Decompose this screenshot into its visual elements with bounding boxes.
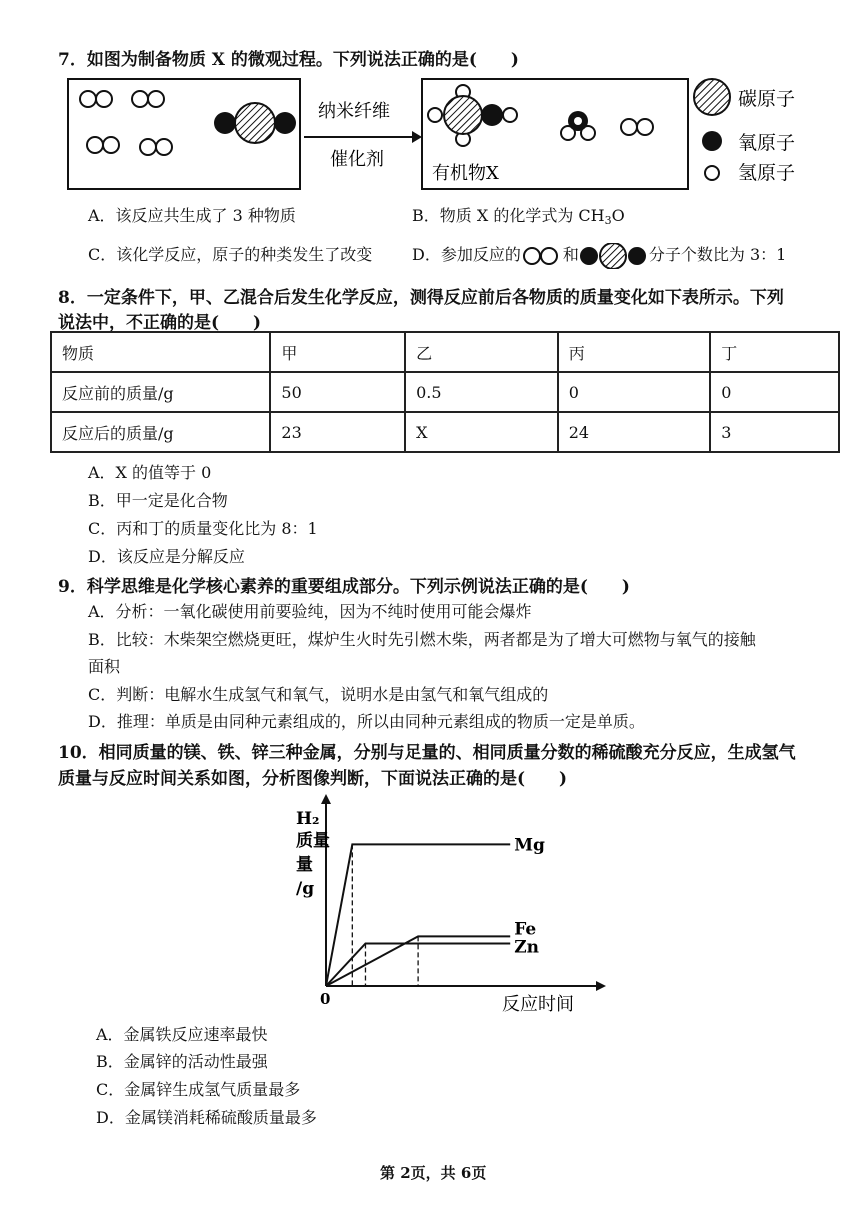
q7-option-d: D．参加反应的 和 分子个数比为 3：1 <box>412 242 786 269</box>
q7-option-c: C．该化学反应，原子的种类发生了改变 <box>88 245 373 264</box>
q9-option-c: C．判断：电解水生成氢气和氧气，说明水是由氢气和氧气组成的 <box>88 685 549 704</box>
table-row <box>51 372 839 412</box>
q8-option-a: A．X 的值等于 0 <box>88 463 212 482</box>
series-label-zn: Zn <box>514 937 539 958</box>
table-row <box>51 412 839 452</box>
h2-mass-time-chart <box>290 790 610 1020</box>
q8-stem-line2: 说法中，不正确的是( ) <box>58 313 262 333</box>
q7-option-b: B．物质 X 的化学式为 $CH_3O$ <box>412 206 625 227</box>
q9-option-b: B．比较：木柴架空燃烧更旺，煤炉生火时先引燃木柴，两者都是为了增大可燃物与氧气的接触 <box>88 630 756 649</box>
co2-molecule-icon <box>579 243 649 269</box>
q10-option-b: B．金属锌的活动性最强 <box>96 1052 268 1071</box>
table-cell: 50 <box>270 372 405 412</box>
series-label-mg: Mg <box>514 835 545 856</box>
q10-stem-line2: 质量与反应时间关系如图，分析图像判断，下面说法正确的是( ) <box>58 769 568 789</box>
h2-molecule-icon <box>521 246 563 266</box>
table-header: 乙 <box>405 332 558 372</box>
table-cell: 24 <box>558 412 711 452</box>
table-cell: 0 <box>710 372 839 412</box>
table-cell: 0.5 <box>405 372 558 412</box>
table-header-row <box>51 332 839 372</box>
y-axis-label: 量 <box>296 855 313 875</box>
legend-carbon: 碳原子 <box>738 88 796 110</box>
q10-option-c: C．金属锌生成氢气质量最多 <box>96 1080 301 1099</box>
carbon-atom-icon <box>694 79 730 115</box>
oxygen-atom-icon <box>702 131 722 151</box>
table-header: 甲 <box>270 332 405 372</box>
arrow-top-label: 纳米纤维 <box>318 101 390 122</box>
q10-option-a: A．金属铁反应速率最快 <box>96 1025 268 1044</box>
q7-option-a: A．该反应共生成了 3 种物质 <box>88 206 296 225</box>
h2-product-molecule <box>621 119 653 135</box>
co2-molecule <box>214 103 296 143</box>
table-cell: 23 <box>270 412 405 452</box>
table-header: 物质 <box>51 332 270 372</box>
organic-x-molecule <box>428 85 517 146</box>
table-header: 丙 <box>558 332 711 372</box>
table-cell: 3 <box>710 412 839 452</box>
h2-molecule <box>80 91 172 155</box>
y-axis-arrow <box>321 794 331 804</box>
y-axis-label: /g <box>296 879 315 899</box>
table-cell: X <box>405 412 558 452</box>
page-footer: 第 2页，共 6页 <box>380 1164 487 1182</box>
legend-hydrogen: 氢原子 <box>738 162 796 184</box>
y-axis-label: H₂ <box>296 809 320 829</box>
arrow-bottom-label: 催化剂 <box>330 149 384 170</box>
q9-option-a: A．分析：一氧化碳使用前要验纯，因为不纯时使用可能会爆炸 <box>88 602 532 621</box>
q8-option-c: C．丙和丁的质量变化比为 8：1 <box>88 519 318 538</box>
q8-option-b: B．甲一定是化合物 <box>88 491 228 510</box>
series-label-fe: Fe <box>514 919 537 940</box>
x-axis-arrow <box>596 981 606 991</box>
y-axis-label: 质量 <box>296 831 330 851</box>
table-cell: 反应后的质量/g <box>51 412 270 452</box>
q8-stem-line1: 8．一定条件下，甲、乙混合后发生化学反应，测得反应前后各物质的质量变化如下表所示。下列 <box>58 288 784 308</box>
q9-option-d: D．推理：单质是由同种元素组成的，所以由同种元素组成的物质一定是单质。 <box>88 712 645 731</box>
q10-option-d: D．金属镁消耗稀硫酸质量最多 <box>96 1108 317 1127</box>
q9-option-b-cont: 面积 <box>88 657 121 676</box>
q9-stem: 9．科学思维是化学核心素养的重要组成部分。下列示例说法正确的是( ) <box>58 577 630 597</box>
q10-stem-line1: 10．相同质量的镁、铁、锌三种金属，分别与足量的、相同质量分数的稀硫酸充分反应，生成氢气 <box>58 743 796 763</box>
q7-reaction-diagram <box>60 75 840 195</box>
mass-table <box>50 331 840 453</box>
hydrogen-atom-icon <box>705 166 719 180</box>
x-axis-label: 反应时间 <box>502 994 574 1015</box>
water-molecule <box>561 111 595 140</box>
organic-x-label: 有机物X <box>432 163 499 184</box>
table-header: 丁 <box>710 332 839 372</box>
q7-stem: 7．如图为制备物质 X 的微观过程。下列说法正确的是( ) <box>58 50 519 70</box>
table-cell: 反应前的质量/g <box>51 372 270 412</box>
q8-option-d: D．该反应是分解反应 <box>88 547 245 566</box>
table-cell: 0 <box>558 372 711 412</box>
origin-label: 0 <box>320 990 331 1008</box>
legend-oxygen: 氧原子 <box>738 132 796 154</box>
